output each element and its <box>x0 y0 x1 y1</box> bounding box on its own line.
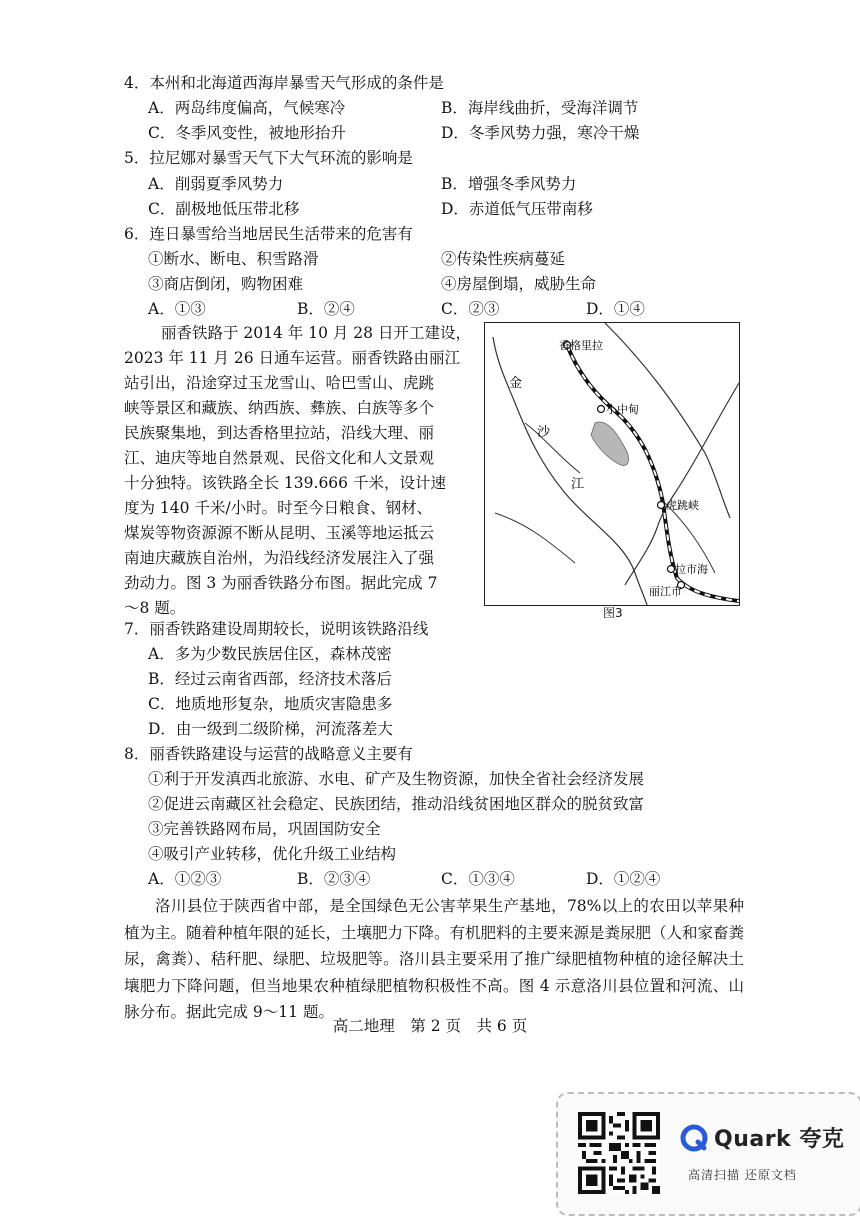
brand-name: Quark 夸克 <box>714 1127 845 1152</box>
q4-option-d: D．冬季风势力强，寒冷干燥 <box>441 124 640 142</box>
station-lashihai <box>668 566 675 573</box>
q8-item-3: ③完善铁路网布局，巩固国防安全 <box>148 820 381 838</box>
q8-option-b: B．②③④ <box>297 870 371 888</box>
station-hutiaoxia <box>658 502 665 509</box>
label-hutiaoxia: 虎跳峡 <box>666 499 699 512</box>
q7-option-d: D．由一级到二级阶梯，河流落差大 <box>148 720 393 738</box>
q5-option-b: B．增强冬季风势力 <box>441 175 577 193</box>
q6-option-c: C．②③ <box>441 300 500 318</box>
q6-item-2: ②传染性疾病蔓延 <box>441 250 566 268</box>
q4-option-c: C．冬季风变性，被地形抬升 <box>148 124 346 142</box>
q6-item-1: ①断水、断电、积雪路滑 <box>148 250 319 268</box>
passage1-line: ～8 题。 <box>124 599 186 617</box>
label-river-sha: 沙 <box>537 425 551 440</box>
q8-stem: 8．丽香铁路建设与运营的战略意义主要有 <box>124 745 413 763</box>
q6-option-b: B．②④ <box>297 300 355 318</box>
q7-option-a: A．多为少数民族居住区，森林茂密 <box>148 645 392 663</box>
q6-option-a: A．①③ <box>148 300 206 318</box>
q4-option-a: A．两岛纬度偏高，气候寒冷 <box>148 99 346 117</box>
quark-brand <box>680 1122 844 1153</box>
label-lijiang: 丽江市 <box>649 585 682 598</box>
q8-option-a: A．①②③ <box>148 870 222 888</box>
q8-option-c: C．①③④ <box>441 870 515 888</box>
q5-option-a: A．削弱夏季风势力 <box>148 175 284 193</box>
railway-map <box>484 322 740 606</box>
brand-tagline: 高清扫描 还原文档 <box>688 1168 797 1182</box>
q5-option-c: C．副极地低压带北移 <box>148 200 300 218</box>
q5-stem: 5．拉尼娜对暴雪天气下大气环流的影响是 <box>124 149 413 167</box>
q7-option-b: B．经过云南省西部，经济技术落后 <box>148 670 392 688</box>
passage1-line: 南迪庆藏族自治州，为沿线经济发展注入了强 <box>124 549 435 567</box>
quark-badge <box>556 1092 860 1216</box>
q7-option-c: C．地质地形复杂，地质灾害隐患多 <box>148 695 393 713</box>
passage1-line: 峡等景区和藏族、纳西族、彝族、白族等多个 <box>124 399 435 417</box>
label-xiaozhongdian: 小中甸 <box>606 403 639 416</box>
passage1-line: 江、迪庆等地自然景观、民俗文化和人文景观 <box>124 449 435 467</box>
q7-stem: 7．丽香铁路建设周期较长，说明该铁路沿线 <box>124 620 429 638</box>
railway-map-svg <box>485 323 739 605</box>
q8-item-1: ①利于开发滇西北旅游、水电、矿产及生物资源，加快全省社会经济发展 <box>148 770 645 788</box>
q4-option-b: B．海岸线曲折，受海洋调节 <box>441 99 639 117</box>
passage1-line: 度为 140 千米/小时。时至今日粮食、钢材、 <box>124 499 433 517</box>
page-footer: 高二地理 第 2 页 共 6 页 <box>332 1017 528 1035</box>
passage1-line: 民族聚集地，到达香格里拉站，沿线大理、丽 <box>124 424 435 442</box>
q8-item-4: ④吸引产业转移，优化升级工业结构 <box>148 845 397 863</box>
figure-caption: 图3 <box>603 606 623 620</box>
passage1-line: 劲动力。图 3 为丽香铁路分布图。据此完成 7 <box>124 574 438 592</box>
label-lashihai: 拉市海 <box>675 563 708 576</box>
passage1-line: 丽香铁路于 2014 年 10 月 28 日开工建设， <box>161 324 471 342</box>
q6-item-3: ③商店倒闭，购物困难 <box>148 275 304 293</box>
q6-stem: 6．连日暴雪给当地居民生活带来的危害有 <box>124 225 413 243</box>
station-xiaozhongdian <box>598 406 605 413</box>
label-river-jin: 金 <box>509 376 523 391</box>
qr-code-icon <box>578 1112 660 1194</box>
q6-item-4: ④房屋倒塌，威胁生命 <box>441 275 597 293</box>
quark-logo-icon <box>680 1124 708 1152</box>
passage2: 洛川县位于陕西省中部，是全国绿色无公害苹果生产基地，78%以上的农田以苹果种植为主。随着种植年限的延长，土壤肥力下降。有机肥料的主要来源是粪尿肥（人和家畜粪尿，禽粪）、秸秆肥、绿肥、垃圾肥等。洛川县主要采用了推广绿肥植物种植的途径解决土壤肥力下降问题，但当地果农种植绿肥植物积极性不高。图 4 示意洛川县位置和河流、山脉分布。据此完成 9～11 题。 <box>124 897 745 1021</box>
q4-stem: 4．本州和北海道西海岸暴雪天气形成的条件是 <box>124 74 444 92</box>
passage1-line: 站引出，沿途穿过玉龙雪山、哈巴雪山、虎跳 <box>124 374 435 392</box>
label-river-jiang: 江 <box>571 477 585 492</box>
q6-option-d: D．①④ <box>586 300 645 318</box>
passage1-line: 2023 年 11 月 26 日通车运营。丽香铁路由丽江 <box>124 349 461 367</box>
q5-option-d: D．赤道低气压带南移 <box>441 200 593 218</box>
passage1-line: 十分独特。该铁路全长 139.666 千米，设计速 <box>124 474 446 492</box>
q8-item-2: ②促进云南藏区社会稳定、民族团结，推动沿线贫困地区群众的脱贫致富 <box>148 795 645 813</box>
q8-option-d: D．①②④ <box>586 870 661 888</box>
label-xianggelila: 香格里拉 <box>559 339 603 352</box>
passage1-line: 煤炭等物资源源不断从昆明、玉溪等地运抵云 <box>124 524 435 542</box>
lake-shape <box>591 422 628 466</box>
